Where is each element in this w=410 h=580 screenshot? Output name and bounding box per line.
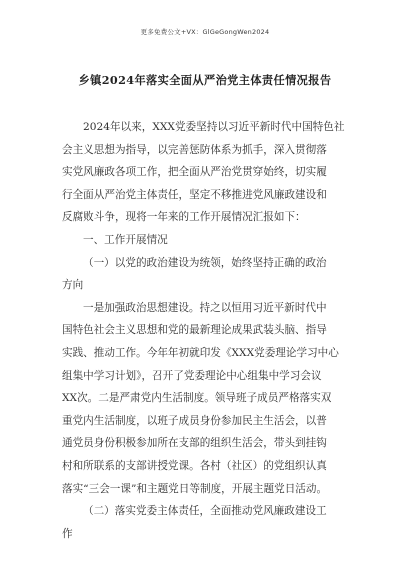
- body-line: （一）以党的政治建设为统领，始终坚持正确的政治: [83, 256, 327, 269]
- body-line: 落实“三会一课”和主题党日等制度，开展主题党日活动。: [62, 482, 328, 495]
- body-line: 通党员身份积极参加所在支部的组织生活会，带头到挂钩: [62, 437, 327, 450]
- body-line: 反腐败斗争，现将一年来的工作开展情况汇报如下：: [62, 211, 306, 224]
- body-line: 一、工作开展情况: [83, 233, 168, 246]
- body-line: 村和所联系的支部讲授党课。各村（社区）的党组织认真: [62, 459, 327, 472]
- document-title: 乡镇2024年落实全面从严治党主体责任情况报告: [78, 73, 332, 87]
- body-line: 会主义思想为指导，以完善惩防体系为抓手，深入贯彻落: [62, 143, 327, 156]
- body-line: 实党风廉政各项工作，把全面从严治党贯穿始终，切实履: [62, 166, 327, 179]
- body-line: 组集中学习计划》，召开了党委理论中心组集中学习会议: [62, 369, 322, 382]
- header-note: 更多免费公文+VX：GlGeGongWen2024: [140, 28, 270, 36]
- body-line: 重党内生活制度，以班子成员身份参加民主生活会，以普: [62, 414, 327, 427]
- body-line: 行全面从严治党主体责任，坚定不移推进党风廉政建设和: [62, 188, 327, 201]
- body-line: XX次。二是严肃党内生活制度。领导班子成员严格落实双: [62, 392, 332, 405]
- body-line: 实践、推动工作。今年年初就印发《XXX党委理论学习中心: [62, 346, 339, 359]
- body-line: 方向: [62, 279, 84, 292]
- body-line: 2024年以来，XXX党委坚持以习近平新时代中国特色社: [83, 121, 345, 133]
- body-line: 一是加强政治思想建设。持之以恒用习近平新时代中: [83, 301, 327, 314]
- document-body: [62, 116, 350, 545]
- body-line: 作: [62, 527, 73, 540]
- body-line: （二）落实党委主体责任，全面推动党风廉政建设工: [83, 505, 327, 518]
- body-line: 国特色社会主义思想和党的最新理论成果武装头脑、指导: [62, 324, 327, 337]
